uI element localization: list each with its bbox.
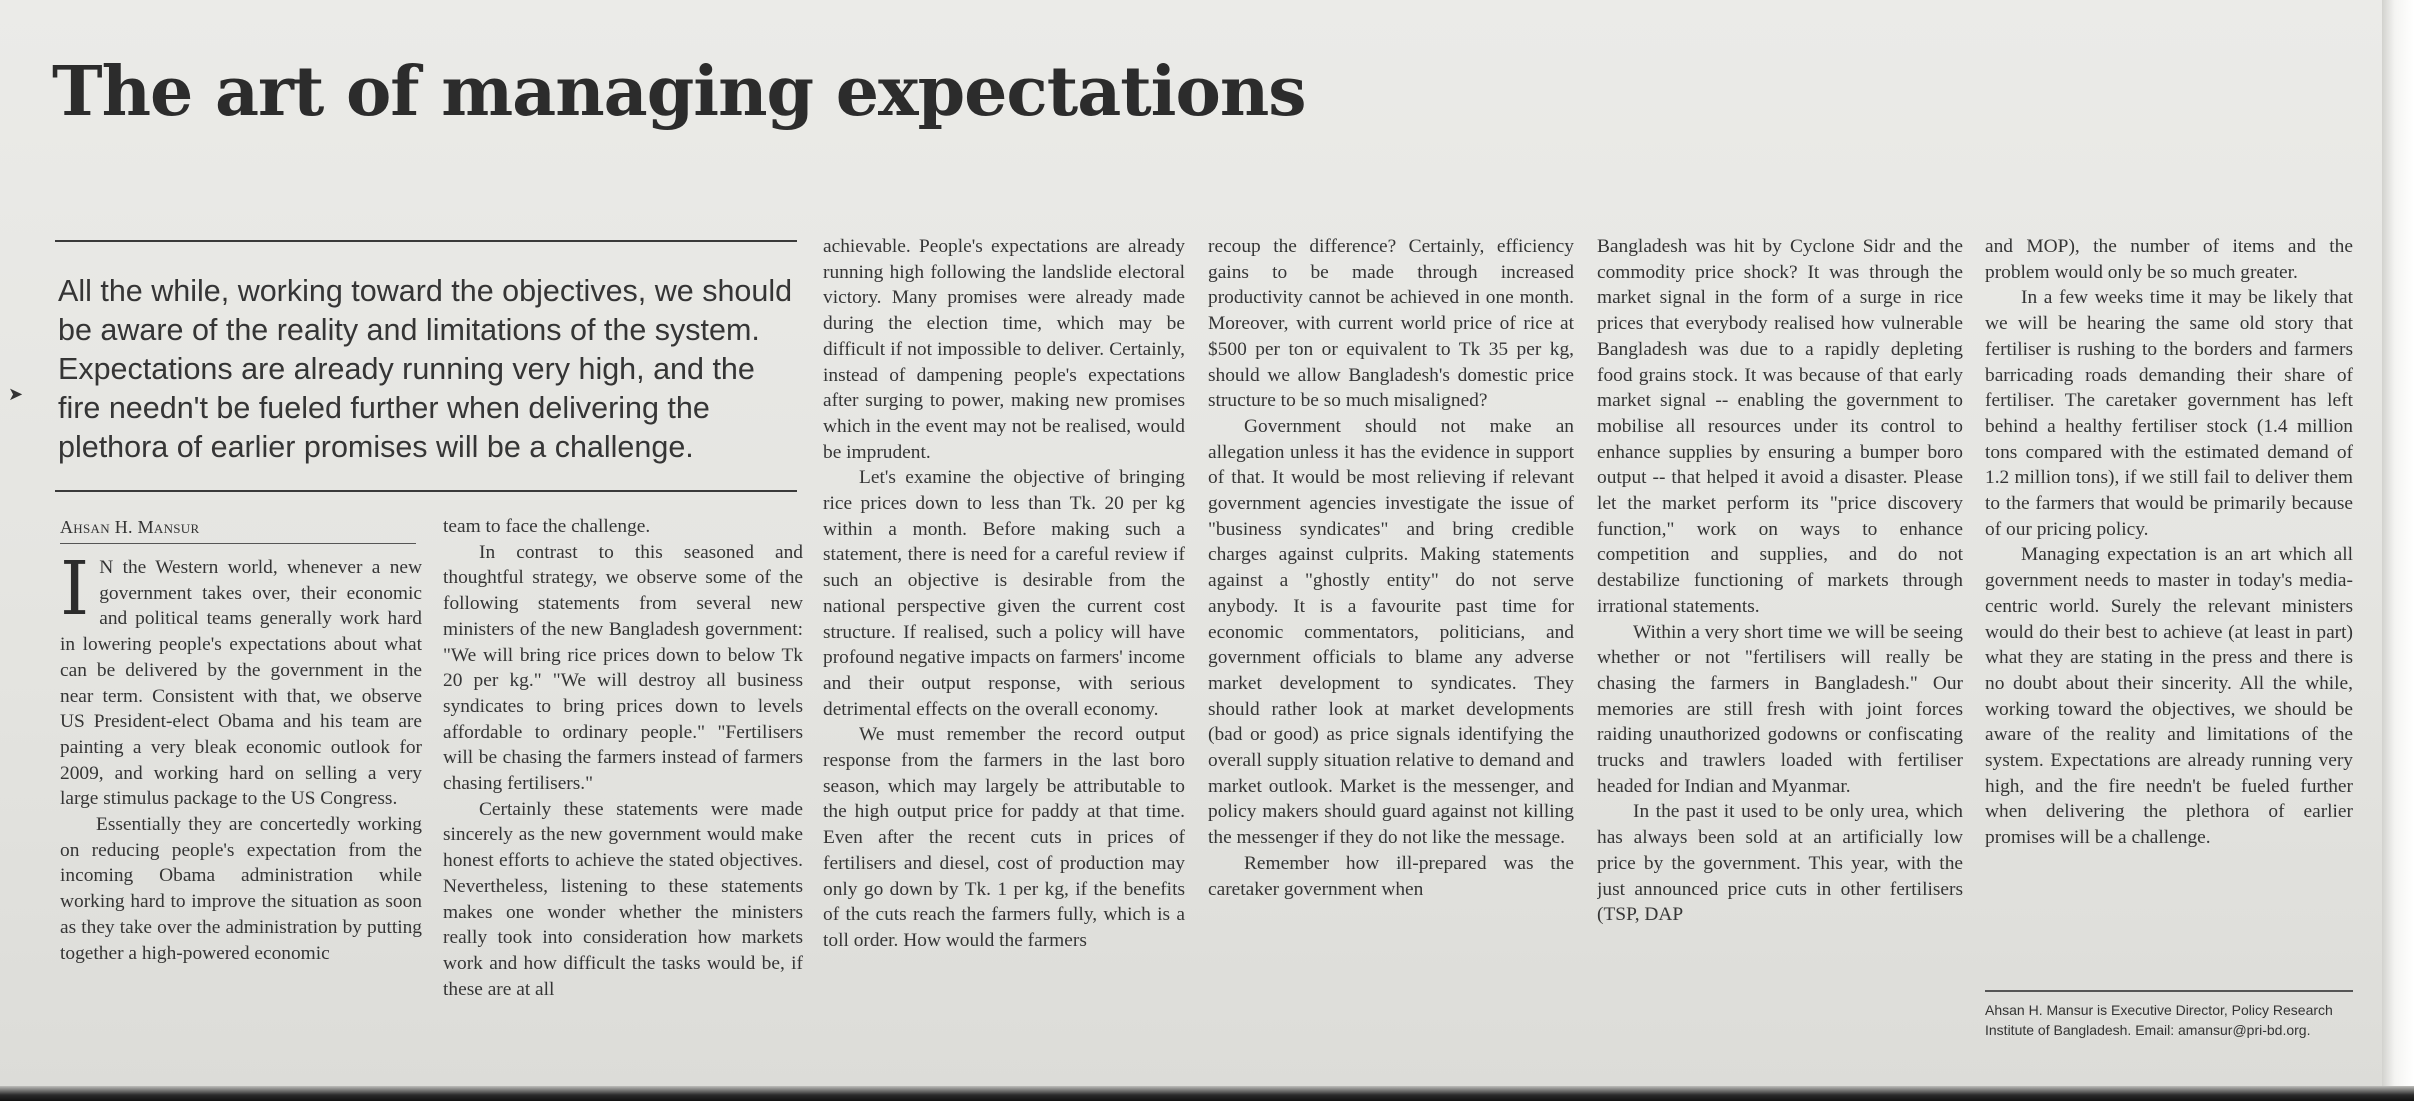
paragraph: Bangladesh was hit by Cyclone Sidr and the commodity price shock? It was through the market signal in the form of a surge in rice prices that everybody realised how vulnerable Bangladesh was due to a rapidly depleting food grains stock. It was because of that early market signal -- enabling the government to mobilise all resources under its control to enhance supplies by ensuring a bumper boro output -- that helped it avoid a disaster. Please let the market perform its "price discovery function," work on ways to enhance competition and supplies, and do not destabilize functioning of markets through irrational statements. [1597,236,1963,617]
page-edge [2382,0,2414,1101]
paragraph: Remember how ill-prepared was the caretaker government when [1208,852,1574,900]
article-headline: The art of managing expectations [52,52,1306,132]
paragraph: Essentially they are concertedly working on reducing people's expectation from the incoming Obama administration while working hard to improve the situation as soon as they take over the administration by putting together a high-powered economic [60,814,422,964]
paragraph: In contrast to this seasoned and thoughtful strategy, we observe some of the following statements from several new ministers of the new Bangladesh government: "We will bring rice prices down to below Tk 20 per kg." "We will destroy all business syndicates to bring prices down to levels affordable to ordinary people." "Fertilisers will be chasing the farmers instead of farmers chasing fertilisers." [443,541,803,795]
bio-divider [1985,990,2353,992]
pull-quote-top-rule [55,240,797,242]
pull-quote: All the while, working toward the objectives, we should be aware of the reality and limitations of the system. Expectations are already running very high, and the fire needn't be fueled further when delivering the plethora of earlier promises will be a challenge. [58,274,793,464]
paragraph: and MOP), the number of items and the problem would only be so much greater. [1985,236,2353,283]
article-column-3 [823,234,1185,1045]
paragraph: I N the Western world, whenever a new government takes over, their economic and political teams generally work hard in lowering people's expectations about what can be delivered by the government in the near term. Consistent with that, we observe US President-elect Obama and his team are painting a very bleak economic outlook for 2009, and working hard on selling a very large stimulus package to the US Congress. [60,555,422,810]
article-column-2 [443,514,803,1045]
bottom-edge [0,1086,2414,1101]
paragraph: In a few weeks time it may be likely that we will be hearing the same old story that fertiliser is rushing to the borders and farmers barricading roads demanding their share of fertiliser. The caretaker government has left behind a healthy fertiliser stock (1.4 million tons compared with the estimated demand of 1.2 million tons), if we still fail to deliver them to the farmers that would be primarily because of our pricing policy. [1985,287,2353,540]
paragraph: In the past it used to be only urea, which has always been sold at an artificially low price by the government. This year, with the just announced price cuts in other fertilisers (TSP, DAP [1597,801,1963,926]
article-column-4 [1208,234,1574,1045]
byline: Ahsan H. Mansur [60,517,416,544]
paragraph: Government should not make an allegation unless it has the evidence in support of that. It would be most relieving if relevant government agencies investigate the issue of "business syndicates" and bring credible charges against culprits. Making statements against a "ghostly entity" do not serve anybody. It is a favourite past time for economic commentators, politicians, and government officials to blame any adverse market development to syndicates. They should rather look at market developments (bad or good) as price signals identifying the overall supply situation relative to demand and market outlook. Market is the messenger, and policy makers should guard against not killing the messenger if they do not like the message. [1208,415,1574,849]
drop-cap: I [60,555,90,632]
author-bio: Ahsan H. Mansur is Executive Director, Policy Research Institute of Bangladesh. Email: amansur@pri-bd.org. [1985,1002,2333,1038]
paragraph: We must remember the record output response from the farmers in the last boro season, which may largely be attributable to the high output price for paddy at that time. Even after the recent cuts in prices of fertilisers and diesel, cost of production may only go down by Tk. 1 per kg, if the benefits of the cuts reach the farmers fully, which is a toll order. How would the farmers [823,724,1185,951]
article-column-5 [1597,234,1963,1045]
fold-arrow-icon: ➤ [8,384,24,405]
paragraph: Managing expectation is an art which all government needs to master in today's media-centric world. Surely the relevant ministers would do their best to achieve (at least in part) what they are stating in the press and there is no doubt about their sincerity. All the while, working toward the objectives, we should be aware of the reality and limitations of the system. Expectations are already running very high, and the fire needn't be fueled further when delivering the plethora of earlier promises will be a challenge. [1985,544,2353,849]
paragraph: recoup the difference? Certainly, efficiency gains to be made through increased productivity cannot be achieved in one month. Moreover, with current world price of rice at $500 per ton or equivalent to Tk 35 per kg, should we allow Bangladesh's domestic price structure to be so much misaligned? [1208,236,1574,412]
paragraph: achievable. People's expectations are already running high following the landslide electoral victory. Many promises were already made during the election time, which may be difficult if not impossible to deliver. Certainly, instead of dampening people's expectations after surging to power, making new promises which in the event may not be realised, would be imprudent. [823,236,1185,463]
paragraph: Certainly these statements were made sincerely as the new government would make honest efforts to achieve the stated objectives. Nevertheless, listening to these statements makes one wonder whether the ministers really took into consideration how markets work and how difficult the tasks would be, if these are at all [443,798,803,1000]
paragraph: team to face the challenge. [443,516,651,537]
article-column-1 [60,555,422,1045]
paragraph: Let's examine the objective of bringing rice prices down to less than Tk. 20 per kg within a month. Before making such a statement, there is need for a careful review if such an objective is desirable from the national perspective given the current cost structure. If realised, such a policy will have profound negative impacts on farmers' income and their output response, with serious detrimental effects on the overall economy. [823,467,1185,720]
pull-quote-bottom-rule [55,490,797,492]
paragraph: Within a very short time we will be seeing whether or not "fertilisers will really be chasing the farmers in Bangladesh." Our memories are still fresh with joint forces raiding unauthorized godowns or confiscating trucks and trawlers loaded with fertiliser headed for Indian and Myanmar. [1597,621,1963,797]
article-column-6 [1985,234,2353,984]
